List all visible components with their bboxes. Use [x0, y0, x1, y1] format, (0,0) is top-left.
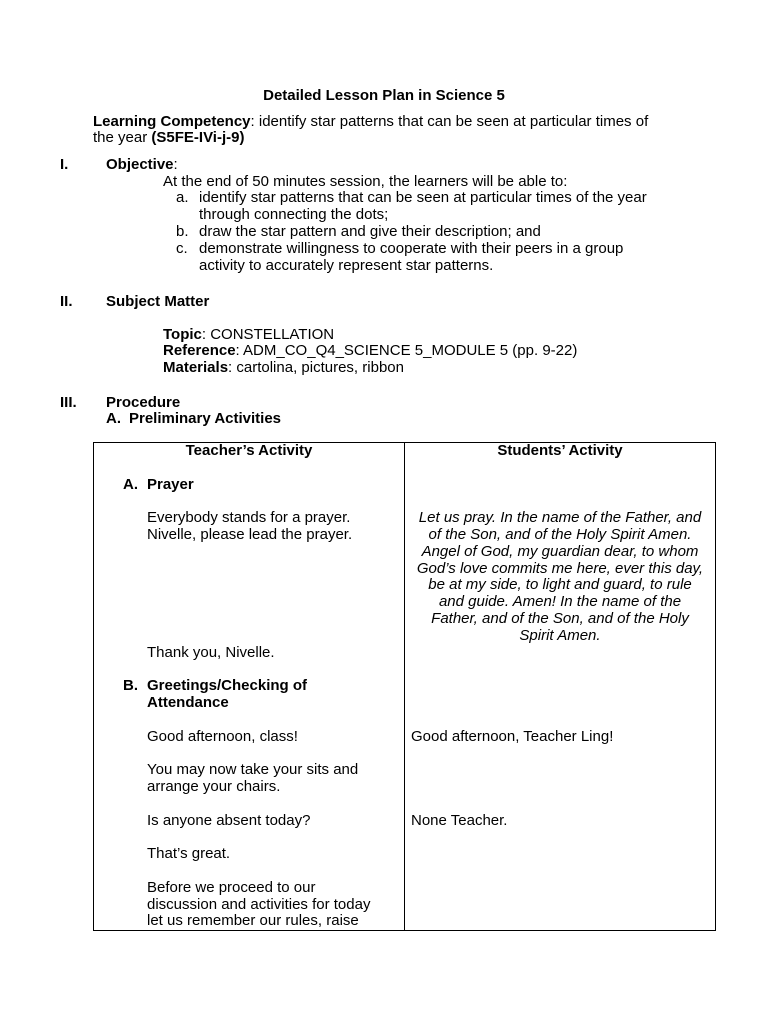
- objective-intro: At the end of 50 minutes session, the learners will be able to:: [163, 172, 568, 190]
- objective-item-text: draw the star pattern and give their description; and: [199, 222, 541, 240]
- teacher-activity-header: Teacher’s Activity: [185, 442, 313, 459]
- subject-matter-fields: [163, 327, 577, 377]
- objective-heading-text: Objective: [106, 155, 174, 173]
- preliminary-activities-heading: [106, 411, 281, 428]
- activities-table: [93, 442, 716, 931]
- field-value: : CONSTELLATION: [201, 325, 335, 343]
- students-greeting-reply: Good afternoon, Teacher Ling!: [411, 727, 614, 745]
- competency-line-2: [93, 130, 648, 147]
- teacher-line: let us remember our rules, raise: [147, 912, 359, 930]
- field-reference: [163, 343, 577, 360]
- objective-numeral: I.: [60, 155, 69, 173]
- field-value: : cartolina, pictures, ribbon: [228, 359, 404, 377]
- students-prayer: [405, 510, 715, 644]
- prayer-line: Let us pray. In the name of the Father, and: [418, 509, 702, 527]
- field-materials: [163, 360, 577, 377]
- teacher-line: discussion and activities for today: [147, 895, 371, 913]
- prayer-line: be at my side, to light and guard, to rule: [428, 576, 692, 594]
- subject-matter-numeral: II.: [60, 292, 73, 310]
- teacher-seat-instruction: [147, 762, 358, 796]
- teacher-greeting: Good afternoon, class!: [147, 727, 298, 745]
- field-label: Materials: [163, 359, 229, 377]
- prayer-line: Father, and of the Son, and of the Holy: [431, 609, 689, 627]
- objective-item-text: activity to accurately represent star patterns.: [199, 256, 494, 274]
- procedure-heading: Procedure: [106, 393, 181, 411]
- teacher-line: Before we proceed to our: [147, 878, 316, 896]
- teacher-thanks: Thank you, Nivelle.: [147, 643, 275, 661]
- teacher-line: Everybody stands for a prayer.: [147, 509, 351, 527]
- teacher-line: You may now take your sits and: [147, 761, 359, 779]
- teacher-attendance-question: Is anyone absent today?: [147, 811, 311, 829]
- list-marker: b.: [176, 222, 189, 240]
- students-activity-header: Students’ Activity: [497, 442, 623, 459]
- greetings-heading: [94, 678, 404, 712]
- objective-heading: [106, 157, 178, 174]
- page-title: Detailed Lesson Plan in Science 5: [263, 86, 505, 104]
- objective-heading-colon: :: [173, 155, 178, 173]
- prayer-line: of the Son, and of the Holy Spirit Amen.: [428, 525, 692, 543]
- subsection-title: Preliminary Activities: [129, 410, 282, 428]
- teacher-praise: That’s great.: [147, 845, 231, 863]
- procedure-numeral: III.: [60, 393, 77, 411]
- subsection-title: [147, 678, 307, 712]
- competency-label: Learning Competency: [93, 112, 251, 130]
- subsection-marker: B.: [123, 677, 138, 695]
- objective-item-c: [163, 241, 647, 275]
- prayer-line: Angel of God, my guardian dear, to whom: [421, 542, 699, 560]
- prayer-line: Spirit Amen.: [519, 626, 601, 644]
- subsection-marker: A.: [106, 410, 121, 428]
- objective-body: [163, 174, 647, 275]
- teacher-rules-reminder: [147, 880, 370, 930]
- teacher-line: arrange your chairs.: [147, 777, 281, 795]
- field-value: : ADM_CO_Q4_SCIENCE 5_MODULE 5 (pp. 9-22): [235, 342, 578, 360]
- objective-item-a: [163, 190, 647, 224]
- competency-line-1: [93, 114, 648, 131]
- competency-text-continued: the year: [93, 129, 148, 147]
- objective-item-text: through connecting the dots;: [199, 206, 389, 224]
- prayer-line: and guide. Amen! In the name of the: [438, 593, 682, 611]
- field-label: Reference: [163, 342, 236, 360]
- learning-competency: [93, 114, 648, 148]
- objective-item-b: [163, 224, 647, 241]
- teacher-prayer-instruction: [147, 510, 352, 544]
- list-marker: c.: [176, 239, 188, 257]
- students-attendance-reply: None Teacher.: [411, 811, 508, 829]
- objective-item-text: demonstrate willingness to cooperate with their peers in a group: [199, 239, 624, 257]
- subsection-title-line: Greetings/Checking of: [147, 677, 308, 695]
- subsection-title: Prayer: [147, 475, 194, 493]
- prayer-line: God’s love commits me here, ever this day,: [416, 559, 704, 577]
- list-marker: a.: [176, 189, 189, 207]
- subsection-title-line: Attendance: [147, 693, 229, 711]
- subsection-marker: A.: [123, 475, 138, 493]
- teacher-line: Nivelle, please lead the prayer.: [147, 525, 353, 543]
- objective-item-text: identify star patterns that can be seen at particular times of the year: [199, 189, 647, 207]
- field-topic: [163, 327, 577, 344]
- competency-text: : identify star patterns that can be seen at particular times of: [250, 112, 649, 130]
- field-label: Topic: [163, 325, 202, 343]
- subject-matter-heading: Subject Matter: [106, 292, 210, 310]
- competency-code: (S5FE-IVi-j-9): [151, 129, 245, 147]
